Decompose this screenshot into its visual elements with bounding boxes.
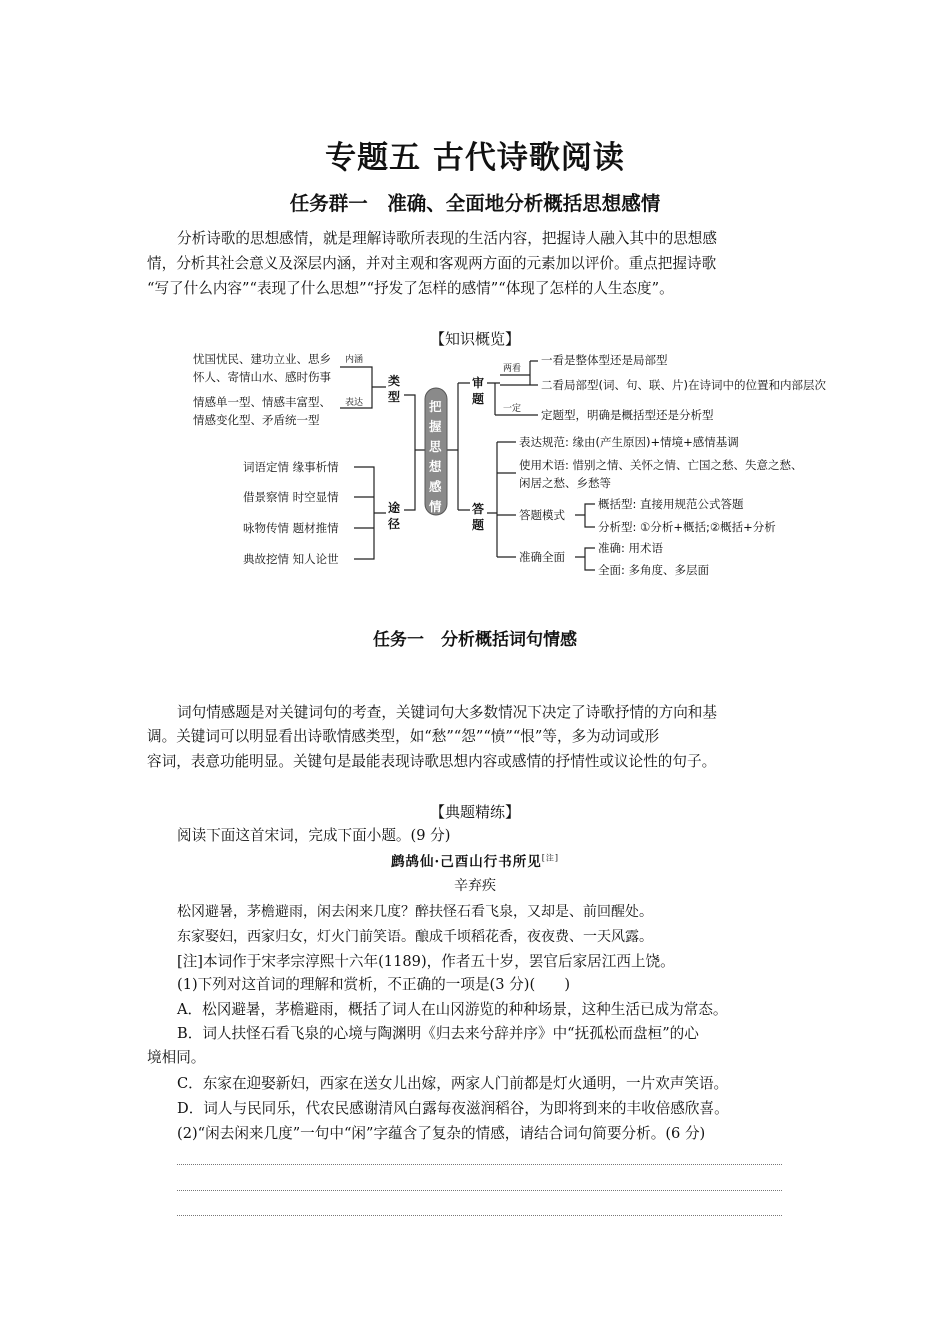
option-b-cont: 境相同。 xyxy=(147,1049,206,1066)
type-tag-neihan: 内涵 xyxy=(345,355,364,365)
moshi-item-2: 分析型: ①分析+概括;②概括+分析 xyxy=(598,520,776,534)
option-c[interactable]: C．东家在迎娶新妇，西家在送女儿出嫁，两家人门前都是灯火通明，一片欢声笑语。 xyxy=(177,1075,729,1092)
center-char-5: 感 xyxy=(429,479,442,494)
answer-line-2[interactable] xyxy=(177,1190,782,1191)
type-label-2: 型 xyxy=(388,390,401,404)
da-moshi: 答题模式 xyxy=(519,508,565,522)
section-subtitle: 任务群一 准确、全面地分析概括思想感情 xyxy=(289,192,661,215)
zhunque-item-1: 准确: 用术语 xyxy=(598,541,664,555)
intro-line-2: 情，分析其社会意义及深层内涵，并对主观和客观两方面的元素加以评价。重点把握诗歌 xyxy=(147,255,717,272)
overview-heading: 【知识概览】 xyxy=(429,330,520,348)
poem-note-mark: [注] xyxy=(541,853,559,863)
type-tag-biaoda: 表达 xyxy=(345,398,364,408)
zhunque-item-2: 全面: 多角度、多层面 xyxy=(598,563,710,577)
type-label-1: 类 xyxy=(388,374,401,388)
moshi-item-1: 概括型: 直接用规范公式答题 xyxy=(598,497,744,511)
answer-line-1[interactable] xyxy=(177,1164,782,1165)
intro-line-3: “写了什么内容”“表现了什么思想”“抒发了怎样的感情”“体现了怎样的人生态度”。 xyxy=(147,280,674,297)
type-item-2-line-1: 情感单一型、情感丰富型、 xyxy=(193,395,331,409)
poem-line-1: 松冈避暑，茅檐避雨，闲去闲来几度？醉扶怪石看飞泉，又却是、前回醒处。 xyxy=(177,904,653,920)
question-2: (2)“闲去闲来几度”一句中“闲”字蕴含了复杂的情感，请结合词句简要分析。(6 分) xyxy=(177,1125,706,1142)
path-item-4: 典故挖情 知人论世 xyxy=(243,552,339,566)
path-item-2: 借景察情 时空显情 xyxy=(243,490,339,504)
liangkan-tag: 两看 xyxy=(503,364,522,374)
path-label-1: 途 xyxy=(388,501,401,515)
path-label-2: 径 xyxy=(388,517,401,531)
da-shuyu-1: 使用术语: 惜别之情、关怀之情、亡国之愁、失意之愁、 xyxy=(519,458,803,472)
instruction: 阅读下面这首宋词，完成下面小题。(9 分) xyxy=(177,827,451,844)
task-para-line-2: 调。关键词可以明显看出诗歌情感类型，如“愁”“怨”“愤”“恨”等，多为动词或形 xyxy=(147,728,660,745)
option-d[interactable]: D．词人与民同乐，代农民感谢清风白露每夜滋润稻谷，为即将到来的丰收倍感欣喜。 xyxy=(177,1100,729,1117)
knowledge-diagram xyxy=(0,345,950,585)
question-1: (1)下列对这首词的理解和赏析，不正确的一项是(3 分)( ) xyxy=(177,976,571,993)
type-item-2-line-2: 情感变化型、矛盾统一型 xyxy=(193,413,320,427)
type-item-1-line-2: 怀人、寄情山水、感时伤事 xyxy=(193,370,331,384)
da-biaoda: 表达规范: 缘由(产生原因)+情境+感情基调 xyxy=(519,435,739,449)
liangkan-item-2: 二看局部型(词、句、联、片)在诗词中的位置和内部层次 xyxy=(541,378,826,392)
da-zhunque: 准确全面 xyxy=(519,550,565,564)
option-a[interactable]: A．松冈避暑，茅檐避雨，概括了词人在山冈游览的种种场景，这种生活已成为常态。 xyxy=(177,1001,728,1018)
type-item-1-line-1: 忧国忧民、建功立业、思乡 xyxy=(193,352,331,366)
poem-note: [注]本词作于宋孝宗淳熙十六年(1189)，作者五十岁，罢官后家居江西上饶。 xyxy=(177,953,675,970)
path-item-3: 咏物传情 题材推情 xyxy=(243,521,339,535)
poem-title: 鹧鸪仙·己酉山行书所见 xyxy=(391,854,542,870)
center-char-6: 情 xyxy=(429,499,442,514)
center-char-1: 把 xyxy=(429,399,442,414)
option-b[interactable]: B．词人扶怪石看飞泉的心境与陶渊明《归去来兮辞并序》中“抚孤松而盘桓”的心 xyxy=(177,1025,699,1042)
task-heading: 任务一 分析概括词句情感 xyxy=(373,630,577,650)
da-label-1: 答 xyxy=(472,502,485,516)
center-char-2: 握 xyxy=(429,419,442,434)
shen-label-1: 审 xyxy=(472,376,485,390)
example-heading: 【典题精练】 xyxy=(429,803,520,821)
poem-line-2: 东家娶妇，西家归女，灯火门前笑语。酿成千顷稻花香，夜夜费、一天风露。 xyxy=(177,929,653,945)
task-para-line-3: 容词，表意功能明显。关键句是最能表现诗歌思想内容或感情的抒情性或议论性的句子。 xyxy=(147,753,717,770)
path-item-1: 词语定情 缘事析情 xyxy=(243,460,339,474)
liangkan-item-1: 一看是整体型还是局部型 xyxy=(541,353,668,367)
da-label-2: 题 xyxy=(472,518,485,532)
yiding-item: 定题型，明确是概括型还是分析型 xyxy=(541,408,714,422)
da-shuyu-2: 闲居之愁、乡愁等 xyxy=(519,476,611,490)
center-char-3: 思 xyxy=(429,439,442,454)
task-para-line-1: 词句情感题是对关键词句的考查，关键词句大多数情况下决定了诗歌抒情的方向和基 xyxy=(177,704,717,721)
center-char-4: 想 xyxy=(429,459,442,474)
poem-author: 辛弃疾 xyxy=(454,878,496,894)
shen-label-2: 题 xyxy=(472,392,485,406)
poem-title-wrap xyxy=(0,850,950,870)
page-title: 专题五 古代诗歌阅读 xyxy=(325,140,625,176)
answer-line-3[interactable] xyxy=(177,1215,782,1216)
yiding-tag: 一定 xyxy=(503,404,522,414)
intro-line-1: 分析诗歌的思想感情，就是理解诗歌所表现的生活内容，把握诗人融入其中的思想感 xyxy=(177,230,717,247)
